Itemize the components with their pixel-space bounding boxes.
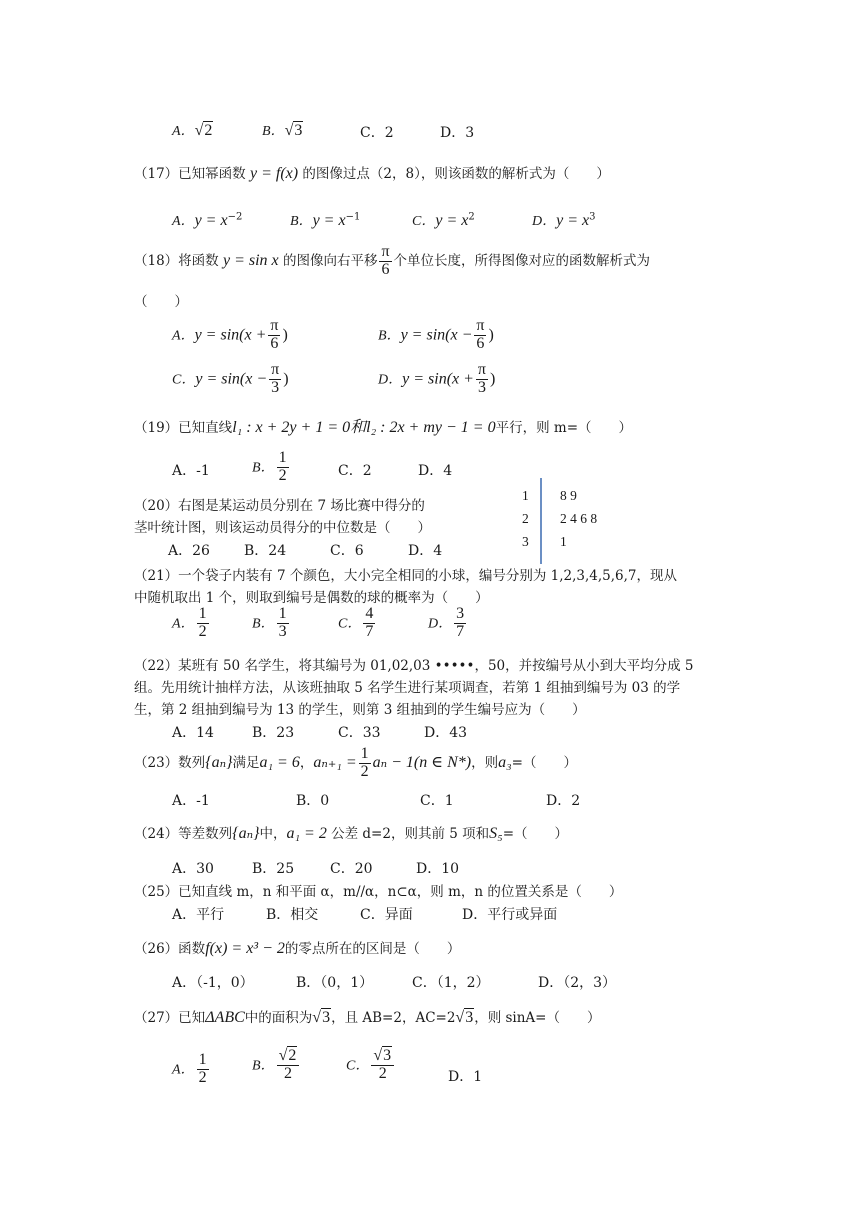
q16-option-a[interactable]: A．√2 xyxy=(172,122,213,139)
stem-3: 3 xyxy=(522,534,529,549)
q24-option-c[interactable]: C．20 xyxy=(330,861,373,877)
q21-option-d[interactable]: D． $\frac{3}{7}$ xyxy=(428,605,465,640)
q26-option-b[interactable]: B．（0，1） xyxy=(296,975,374,991)
q23-option-a[interactable]: A．-1 xyxy=(172,793,210,809)
q22-stem-line1: （22）某班有 50 名学生，将其编号为 01,02,03 •••••，50，并按编号从小到大平均分成 5 xyxy=(134,658,694,674)
q17-option-c[interactable]: C．$y = x^2$ xyxy=(412,211,475,229)
q27-option-c[interactable]: C． $\frac{√3}{2}$ xyxy=(346,1048,396,1083)
q27-stem: （27）已知ΔABC中的面积为√3，且 AB=2，AC=2√3，则 sinA=（ ） xyxy=(134,1009,601,1026)
q21-option-a[interactable]: A． $\frac{1}{2}$ xyxy=(172,605,207,640)
q19-stem: （19）已知直线l₁ : x + 2y + 1 = 0和l₂ : 2x + my − 1 = 0平行，则 m=（ ） xyxy=(134,419,633,436)
q24-option-d[interactable]: D．10 xyxy=(416,861,460,877)
q19-option-b[interactable]: B． $\frac{1}{2}$ xyxy=(252,449,287,484)
q20-option-d[interactable]: D．4 xyxy=(408,543,443,559)
q22-option-d[interactable]: D．43 xyxy=(424,725,468,741)
q23-stem: （23）数列{aₙ}满足a₁ = 6，aₙ₊₁ = $\frac{1}{2}$ aₙ − 1(n ∈ N*)，则a₃=（ ） xyxy=(134,745,577,780)
q24-stem: （24）等差数列{aₙ}中，a₁ = 2 公差 d=2，则其前 5 项和S₅=（ ） xyxy=(134,825,569,842)
q24-option-b[interactable]: B．25 xyxy=(252,861,295,877)
q25-option-c[interactable]: C．异面 xyxy=(360,907,413,923)
q25-option-d[interactable]: D．平行或异面 xyxy=(462,907,558,923)
stem-1: 1 xyxy=(522,488,529,503)
q27-option-b[interactable]: B． $\frac{√2}{2}$ xyxy=(252,1048,301,1083)
q21-stem-line1: （21）一个袋子内装有 7 个颜色，大小完全相同的小球，编号分别为 1,2,3,4,5,6,7，现从 xyxy=(134,568,678,584)
q25-stem: （25）已知直线 m，n 和平面 α，m//α，n⊂α，则 m，n 的位置关系是（ ） xyxy=(134,884,623,900)
q18-option-d[interactable]: D．y = sin(x + $\frac{\pi}{3}$ ) xyxy=(378,361,496,396)
q17-option-d[interactable]: D．$y = x^3$ xyxy=(532,211,596,229)
q26-stem: （26）函数f(x) = x³ − 2的零点所在的区间是（ ） xyxy=(134,940,461,957)
q23-option-b[interactable]: B．0 xyxy=(296,793,330,809)
q22-option-b[interactable]: B．23 xyxy=(252,725,295,741)
q18-option-b[interactable]: B．y = sin(x − $\frac{\pi}{6}$ ) xyxy=(378,317,494,352)
q22-stem-line3: 生，第 2 组抽到编号为 13 的学生，则第 3 组抽到的学生编号应为（ ） xyxy=(134,702,586,718)
q20-option-b[interactable]: B．24 xyxy=(244,543,287,559)
q21-option-b[interactable]: B． $\frac{1}{3}$ xyxy=(252,605,287,640)
q20-stem-line1: （20）右图是某运动员分别在 7 场比赛中得分的 xyxy=(134,498,425,514)
q21-stem-line2: 中随机取出 1 个，则取到编号是偶数的球的概率为（ ） xyxy=(134,590,489,606)
q23-option-d[interactable]: D．2 xyxy=(546,793,581,809)
stem-2: 2 xyxy=(522,511,529,526)
q19-option-d[interactable]: D．4 xyxy=(418,463,453,479)
q27-option-a[interactable]: A． $\frac{1}{2}$ xyxy=(172,1051,207,1086)
q20-option-c[interactable]: C．6 xyxy=(330,543,364,559)
q22-option-a[interactable]: A．14 xyxy=(172,725,214,741)
leaves-1: 8 9 xyxy=(560,488,577,503)
q17-option-b[interactable]: B．$y = x^{-1}$ xyxy=(290,211,361,229)
q26-option-a[interactable]: A．（-1，0） xyxy=(172,975,254,991)
q18-paren: （ ） xyxy=(134,294,188,310)
q18-stem: （18）将函数 y = sin x 的图像向右平移 $\frac{\pi}{6}$ 个单位长度，所得图像对应的函数解析式为 xyxy=(134,243,651,278)
leaves-2: 2 4 6 8 xyxy=(560,511,598,526)
q26-option-c[interactable]: C．（1，2） xyxy=(412,975,490,991)
q23-option-c[interactable]: C．1 xyxy=(420,793,454,809)
q25-option-a[interactable]: A．平行 xyxy=(172,907,225,923)
q21-option-c[interactable]: C． $\frac{4}{7}$ xyxy=(338,605,374,640)
q19-option-c[interactable]: C．2 xyxy=(338,463,372,479)
leaves-3: 1 xyxy=(560,534,567,549)
q18-option-c[interactable]: C．y = sin(x − $\frac{\pi}{3}$ ) xyxy=(172,361,289,396)
q16-option-c[interactable]: C．2 xyxy=(360,125,394,141)
q25-option-b[interactable]: B．相交 xyxy=(266,907,319,923)
q20-stem-line2: 茎叶统计图，则该运动员得分的中位数是（ ） xyxy=(134,520,431,536)
q19-option-a[interactable]: A．-1 xyxy=(172,463,210,479)
q16-option-b[interactable]: B．√3 xyxy=(262,122,303,139)
q24-option-a[interactable]: A．30 xyxy=(172,861,214,877)
q27-option-d[interactable]: D．1 xyxy=(448,1069,483,1085)
stem-leaf-divider xyxy=(540,478,542,564)
q18-option-a[interactable]: A．y = sin(x + $\frac{\pi}{6}$ ) xyxy=(172,317,288,352)
q17-option-a[interactable]: A．$y = x^{-2}$ xyxy=(172,211,243,229)
q22-stem-line2: 组。先用统计抽样方法，从该班抽取 5 名学生进行某项调查，若第 1 组抽到编号为 03 的学 xyxy=(134,680,681,696)
q26-option-d[interactable]: D．（2，3） xyxy=(538,975,617,991)
q20-option-a[interactable]: A．26 xyxy=(168,543,210,559)
q16-option-d[interactable]: D．3 xyxy=(440,125,475,141)
q17-stem: （17）已知幂函数 y = f(x) 的图像过点（2，8），则该函数的解析式为（ ） xyxy=(134,165,610,182)
q22-option-c[interactable]: C．33 xyxy=(338,725,381,741)
